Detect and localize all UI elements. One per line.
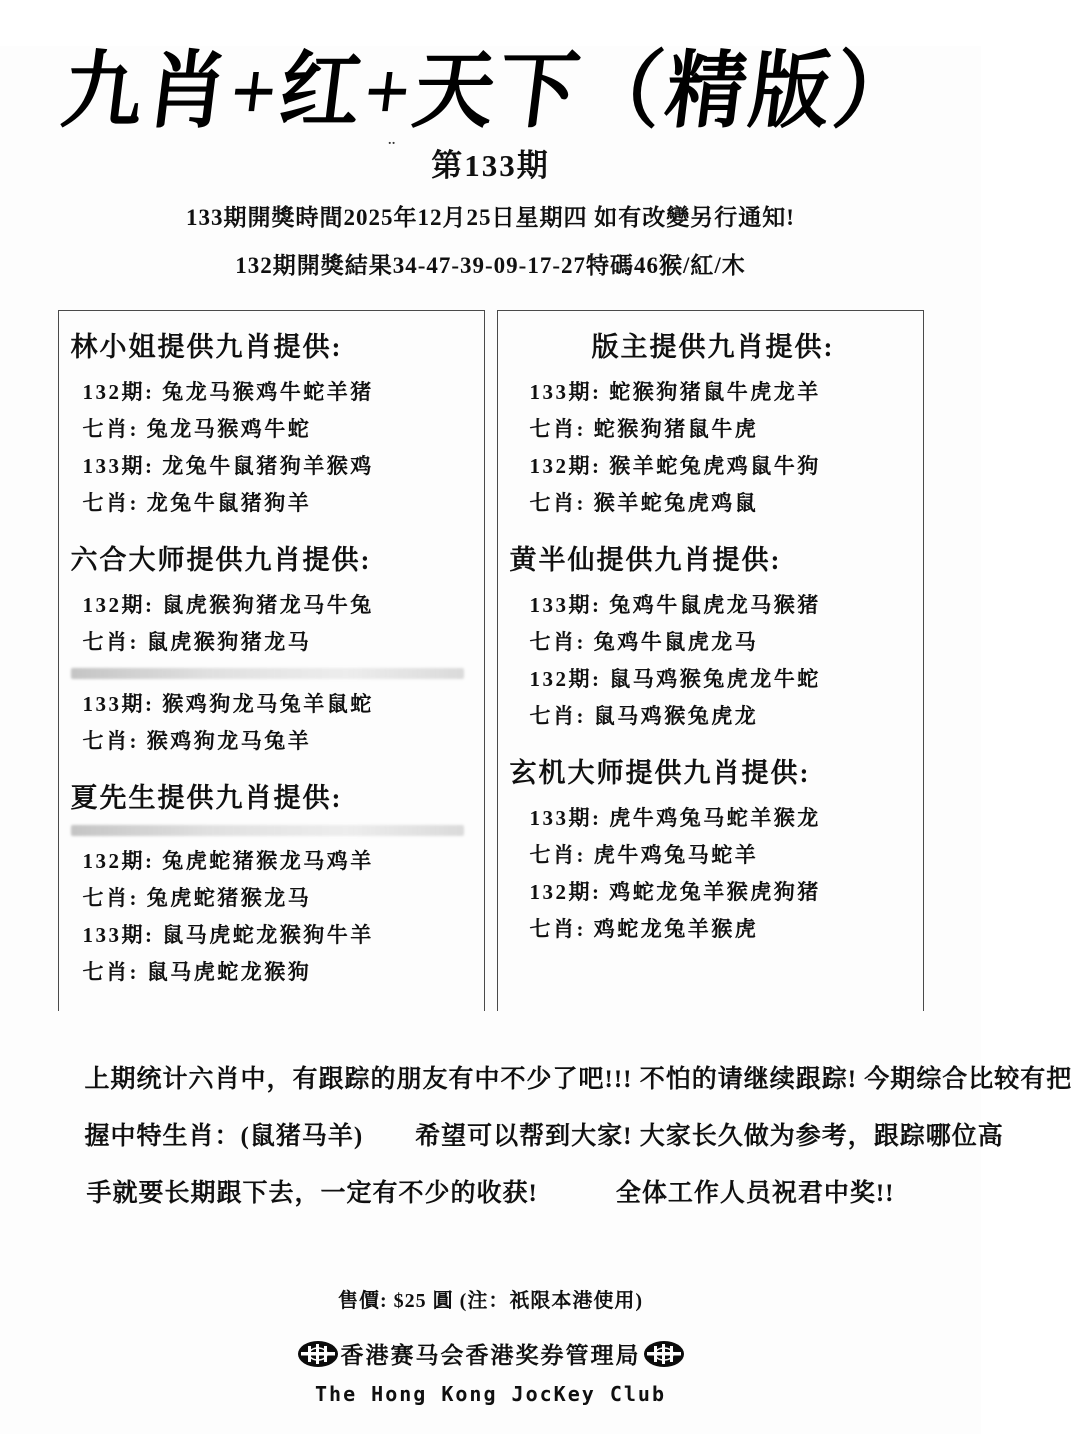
hkjc-logo-icon bbox=[642, 1339, 686, 1369]
remark-paragraph bbox=[84, 1051, 1072, 1222]
tips-row: 七肖: 龙兔牛鼠猪狗羊 bbox=[82, 491, 312, 515]
issue-number: 第133期 bbox=[431, 148, 550, 183]
print-smudge-artifact bbox=[71, 668, 464, 679]
tips-row: 七肖: 兔鸡牛鼠虎龙马 bbox=[529, 630, 759, 654]
tips-row: 七肖: 猴鸡狗龙马兔羊 bbox=[82, 729, 312, 753]
remark-line: 手就要长期跟下去，一定有不少的收获! 全体工作人员祝君中奖!! bbox=[86, 1180, 895, 1207]
provider-header: 版主提供九肖提供: bbox=[591, 332, 835, 362]
provider-section bbox=[508, 538, 917, 735]
tips-row: 七肖: 兔虎蛇猪猴龙马 bbox=[82, 886, 312, 910]
tips-row: 133期: 猴鸡狗龙马兔羊鼠蛇 bbox=[82, 692, 374, 716]
provider-section bbox=[69, 538, 478, 760]
organization-row bbox=[0, 1337, 981, 1370]
tips-row: 133期: 兔鸡牛鼠虎龙马猴猪 bbox=[529, 593, 821, 617]
tips-row: 132期: 兔虎蛇猪猴龙马鸡羊 bbox=[82, 849, 374, 873]
tips-row: 133期: 鼠马虎蛇龙猴狗牛羊 bbox=[82, 923, 374, 947]
print-smudge-artifact bbox=[71, 825, 464, 836]
tips-row: 七肖: 虎牛鸡兔马蛇羊 bbox=[529, 843, 759, 867]
tips-row: 132期: 鼠虎猴狗猪龙马牛兔 bbox=[82, 593, 374, 617]
tips-row: 133期: 虎牛鸡兔马蛇羊猴龙 bbox=[529, 806, 821, 830]
tips-row: 七肖: 兔龙马猴鸡牛蛇 bbox=[82, 417, 312, 441]
organization-name-cn: 香港赛马会香港奖券管理局 bbox=[340, 1343, 641, 1368]
provider-section bbox=[69, 776, 478, 991]
page-title: 九肖+红+天下（精版） bbox=[57, 45, 924, 139]
tips-row: 132期: 鸡蛇龙兔羊猴虎狗猪 bbox=[529, 880, 821, 904]
provider-section bbox=[508, 751, 917, 948]
tips-row: 七肖: 蛇猴狗猪鼠牛虎 bbox=[529, 417, 759, 441]
provider-header: 夏先生提供九肖提供: bbox=[70, 783, 343, 813]
tips-table bbox=[58, 310, 924, 1011]
tips-row: 132期: 兔龙马猴鸡牛蛇羊猪 bbox=[82, 380, 374, 404]
remark-line: 握中特生肖：(鼠猪马羊) 希望可以帮到大家! 大家长久做为参考，跟踪哪位高 bbox=[84, 1123, 1004, 1150]
tips-row: 七肖: 鼠虎猴狗猪龙马 bbox=[82, 630, 312, 654]
provider-section bbox=[508, 325, 917, 522]
tips-row: 133期: 蛇猴狗猪鼠牛虎龙羊 bbox=[529, 380, 821, 404]
tips-row: 132期: 鼠马鸡猴兔虎龙牛蛇 bbox=[529, 667, 821, 691]
provider-section bbox=[69, 325, 478, 522]
price-line: 售價: $25 圓 (注：祇限本港使用) bbox=[338, 1290, 643, 1312]
tips-row: 132期: 猴羊蛇兔虎鸡鼠牛狗 bbox=[529, 454, 821, 478]
tips-column-right bbox=[497, 310, 924, 1011]
tips-row: 七肖: 鼠马鸡猴兔虎龙 bbox=[529, 704, 759, 728]
issue-row bbox=[0, 136, 981, 185]
tips-row: 七肖: 猴羊蛇兔虎鸡鼠 bbox=[529, 491, 759, 515]
provider-header: 六合大师提供九肖提供: bbox=[70, 545, 372, 575]
provider-header: 林小姐提供九肖提供: bbox=[70, 332, 343, 362]
tips-column-left bbox=[58, 310, 485, 1011]
organization-name-en: The Hong Kong JocKey Club bbox=[314, 1382, 667, 1406]
last-draw-result: 132期開獎結果34-47-39-09-17-27特碼46猴/紅/木 bbox=[235, 253, 746, 278]
hkjc-logo-icon bbox=[296, 1339, 340, 1369]
tips-row: 七肖: 鸡蛇龙兔羊猴虎 bbox=[529, 917, 759, 941]
provider-header: 玄机大师提供九肖提供: bbox=[509, 758, 811, 788]
remark-line: 上期统计六肖中，有跟踪的朋友有中不少了吧!!! 不怕的请继续跟踪! 今期综合比较有把 bbox=[84, 1066, 1072, 1093]
tips-row: 133期: 龙兔牛鼠猪狗羊猴鸡 bbox=[82, 454, 374, 478]
tips-row: 七肖: 鼠马虎蛇龙猴狗 bbox=[82, 960, 312, 984]
draw-time-notice: 133期開獎時間2025年12月25日星期四 如有改變另行通知! bbox=[186, 205, 795, 230]
print-dots-artifact: ¨ bbox=[388, 136, 397, 161]
provider-header: 黄半仙提供九肖提供: bbox=[509, 545, 782, 575]
tip-sheet-page bbox=[0, 45, 1072, 1434]
